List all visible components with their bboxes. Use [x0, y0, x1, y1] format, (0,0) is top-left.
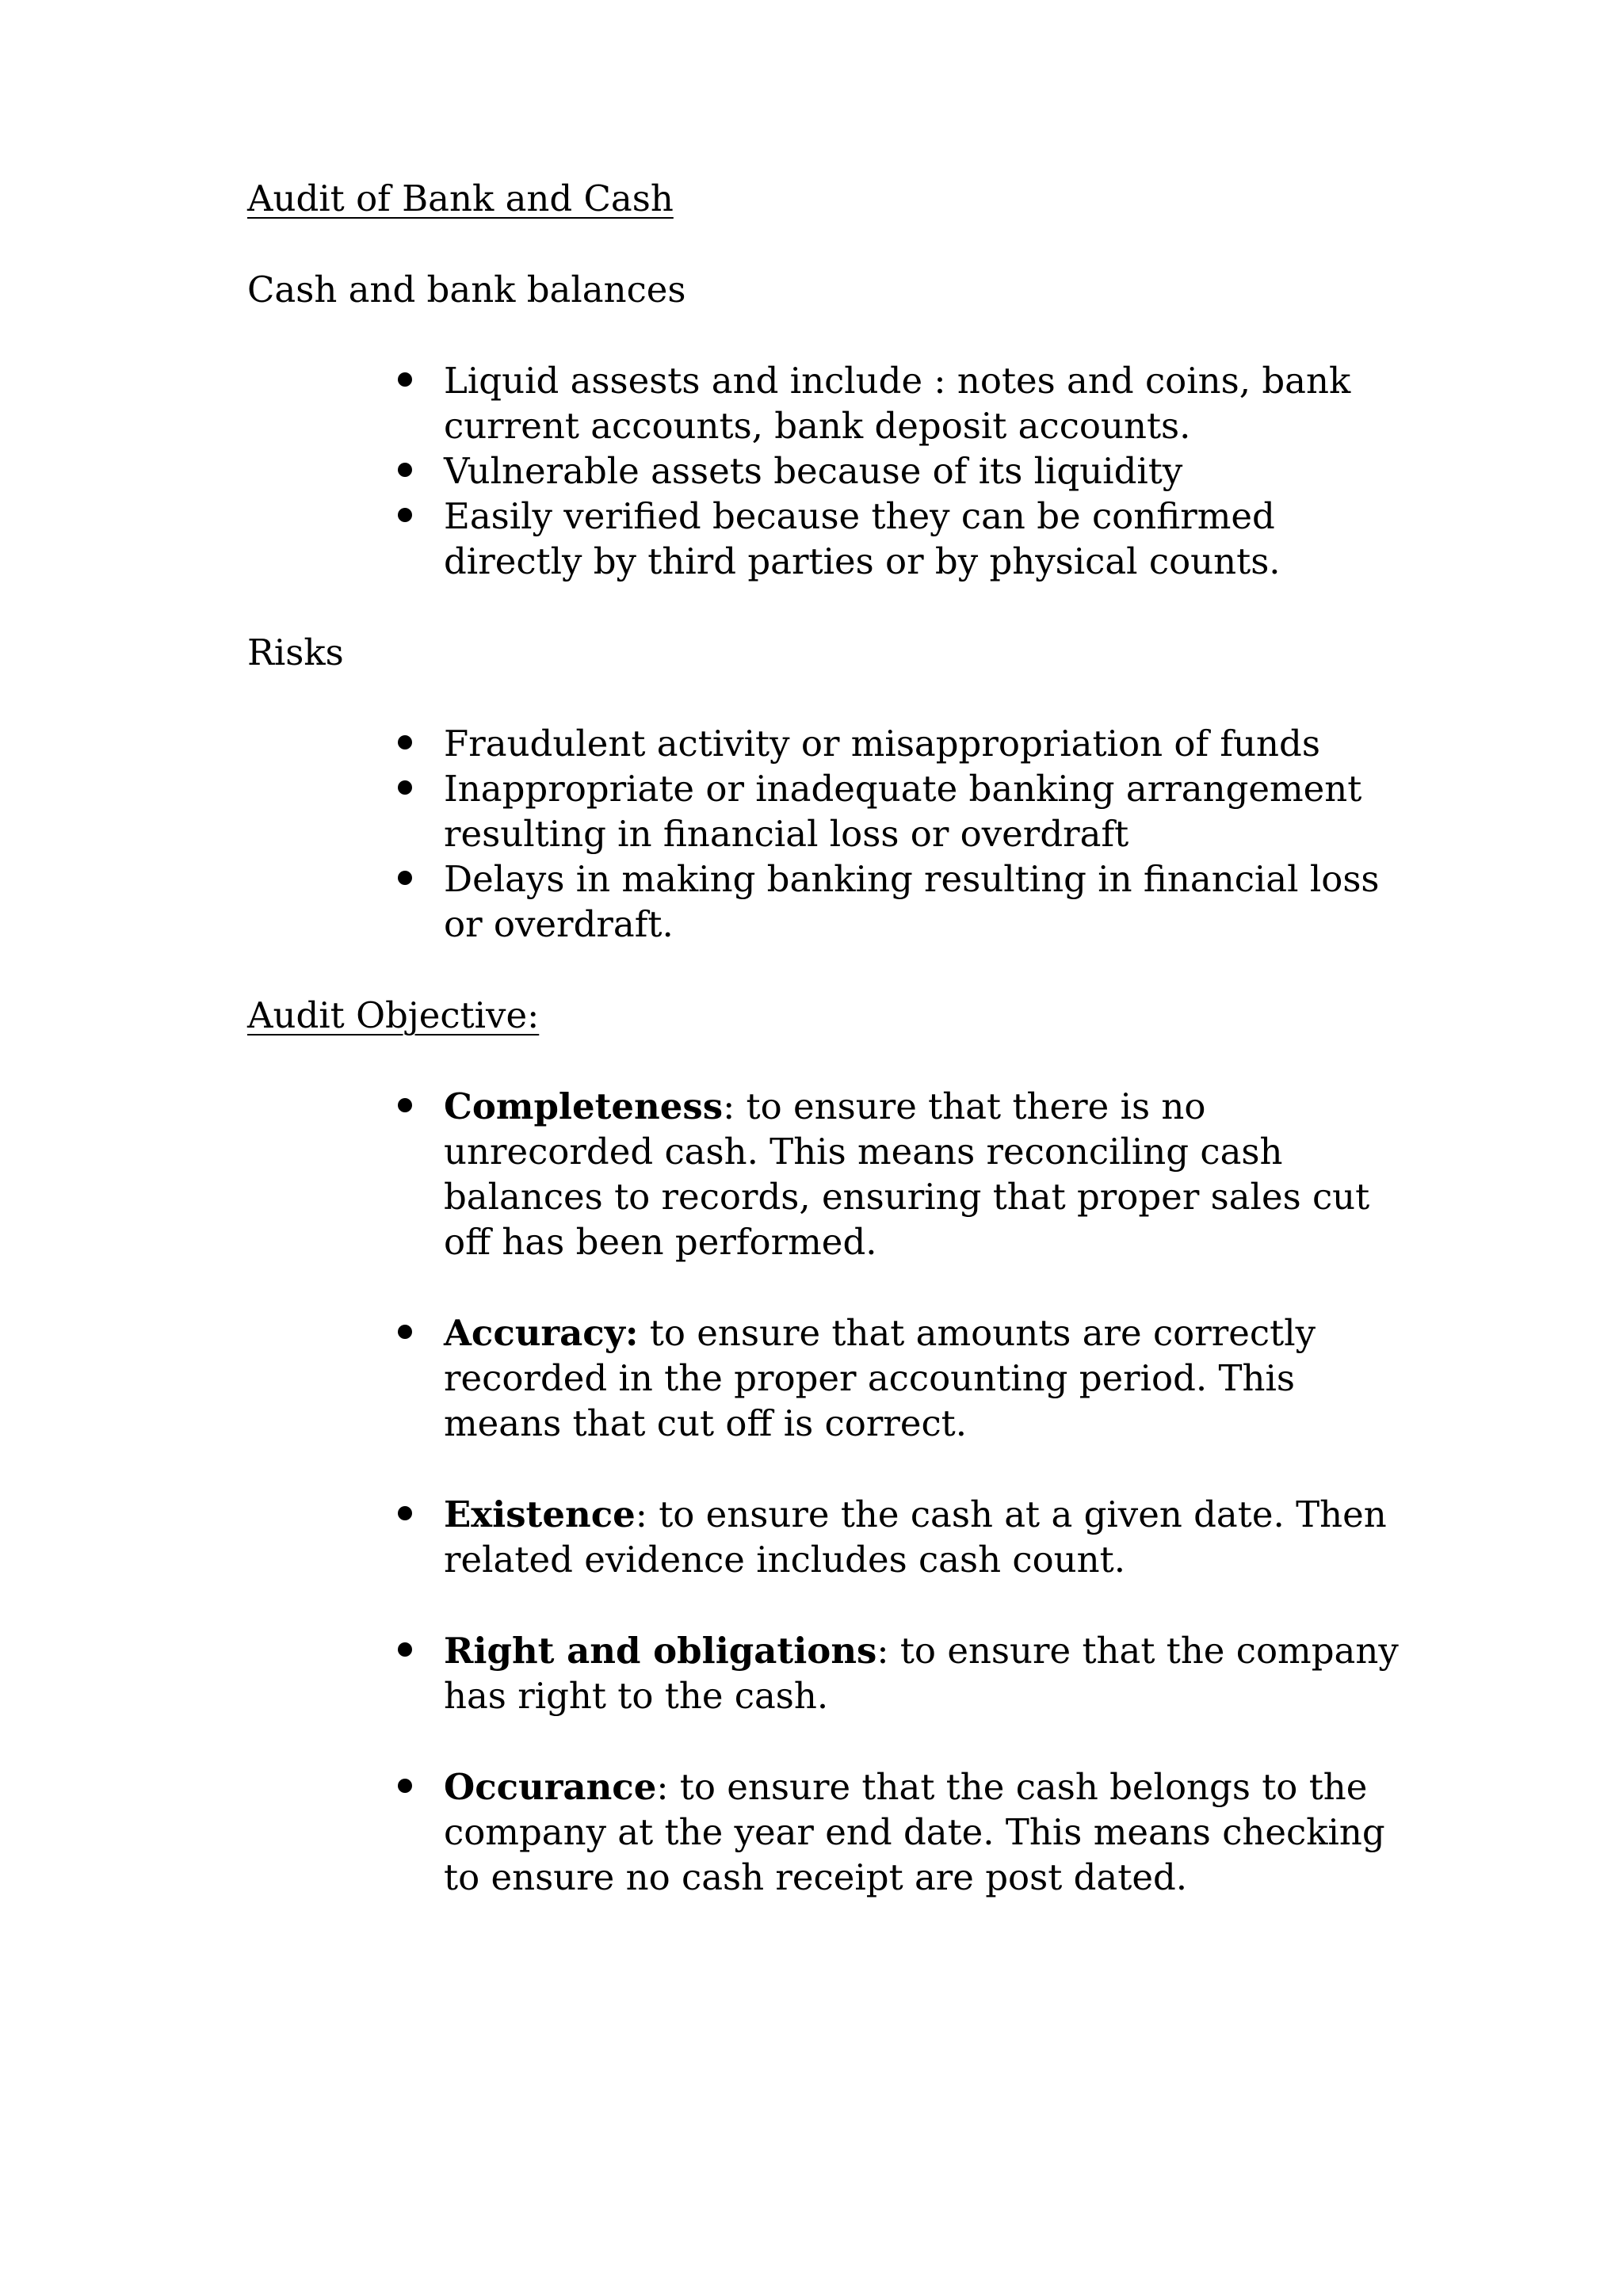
risks-list — [247, 721, 1419, 947]
cash-bank-list — [247, 358, 1419, 584]
objective-term: Occurance — [444, 1766, 657, 1808]
bullet-icon — [398, 372, 412, 387]
objective-term: Accuracy: — [444, 1312, 639, 1354]
document-page — [247, 176, 1404, 1900]
list-item — [444, 1764, 1419, 1900]
section-heading-cash-bank: Cash and bank balances — [247, 269, 686, 311]
section-heading-audit-objective: Audit Objective: — [247, 994, 540, 1036]
bullet-icon — [398, 463, 412, 477]
list-item: Fraudulent activity or misappropriation of funds — [444, 721, 1419, 766]
bullet-icon — [398, 871, 412, 885]
objective-term: Right and obligations — [444, 1630, 877, 1672]
bullet-icon — [398, 735, 412, 749]
bullet-icon — [398, 780, 412, 795]
objective-description: to ensure that amounts are correctly recorded in the proper accounting period. This means that cut off is correct. — [444, 1312, 1316, 1444]
list-item: Liquid assests and include : notes and coins, bank current accounts, bank deposit accounts. — [444, 358, 1419, 448]
audit-objective-list — [247, 1084, 1419, 1900]
bullet-icon — [398, 1506, 412, 1520]
list-item: Vulnerable assets because of its liquidity — [444, 448, 1419, 494]
bullet-icon — [398, 1779, 412, 1793]
bullet-icon — [398, 1098, 412, 1112]
list-item — [444, 1084, 1419, 1264]
document-title: Audit of Bank and Cash — [247, 177, 674, 219]
list-item: Inappropriate or inadequate banking arrangement resulting in financial loss or overdraft — [444, 766, 1419, 856]
bullet-icon — [398, 1325, 412, 1339]
list-item — [444, 1628, 1419, 1718]
objective-description: : to ensure that the company has right to the cash. — [444, 1630, 1399, 1717]
bullet-icon — [398, 1642, 412, 1657]
list-item: Easily verified because they can be confirmed directly by third parties or by physical counts. — [444, 494, 1419, 584]
objective-term: Completeness — [444, 1085, 724, 1127]
objective-description: : to ensure that the cash belongs to the company at the year end date. This means checking to ensure no cash receipt are post dated. — [444, 1766, 1385, 1898]
objective-term: Existence — [444, 1493, 636, 1535]
list-item — [444, 1492, 1419, 1582]
objective-description: : to ensure the cash at a given date. Then related evidence includes cash count. — [444, 1493, 1387, 1581]
list-item — [444, 1310, 1419, 1446]
bullet-icon — [398, 508, 412, 522]
section-heading-risks: Risks — [247, 631, 344, 673]
list-item: Delays in making banking resulting in financial loss or overdraft. — [444, 856, 1419, 947]
objective-description: : to ensure that there is no unrecorded cash. This means reconciling cash balances to records, ensuring that proper sales cut off has been performed. — [444, 1085, 1370, 1263]
